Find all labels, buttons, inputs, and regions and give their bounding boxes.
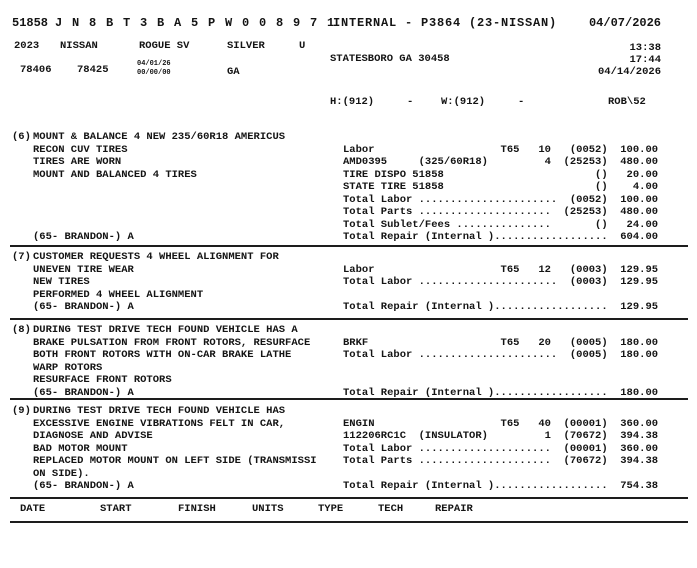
charge-line: Labor T65 12 (0003) 129.95 — [343, 263, 659, 276]
description-line: DURING TEST DRIVE TECH FOUND VEHICLE HAS A — [33, 324, 298, 336]
charge-line: Total Parts ..................... (25253) 480.00 — [343, 206, 659, 218]
section-charges — [343, 405, 658, 493]
section-divider — [10, 398, 688, 400]
section-charges — [343, 131, 658, 244]
phone-work-dash: - — [518, 96, 525, 108]
tech-line: (65- BRANDON-) A — [33, 480, 134, 492]
open-date: 04/07/2026 — [588, 16, 661, 30]
charge-line: AMD0395 (325/60R18) 4 (25253) 480.00 — [343, 156, 659, 168]
charge-line: ENGIN T65 40 (00001) 360.00 — [343, 417, 659, 430]
description-line: NEW TIRES — [33, 276, 90, 288]
description-line: DURING TEST DRIVE TECH FOUND VEHICLE HAS — [33, 405, 286, 417]
vehicle-color: SILVER — [227, 40, 265, 52]
charge-line — [343, 362, 658, 375]
footer-top-divider — [10, 497, 688, 499]
description-line: WARP ROTORS — [33, 361, 103, 374]
section-charges — [343, 324, 658, 399]
charge-line — [343, 468, 658, 481]
section-number: (6) — [12, 131, 31, 143]
charge-line: Total Labor ...................... (0005) 180.00 — [343, 349, 659, 361]
section-description — [33, 131, 285, 244]
footer-bottom-divider — [10, 521, 688, 523]
tech-line: (65- BRANDON-) A — [33, 386, 134, 399]
phone-home-label: H:(912) — [330, 96, 375, 108]
description-line: ON SIDE). — [33, 467, 90, 480]
total-repair-line: Total Repair (Internal ).................. 129.95 — [343, 301, 659, 313]
description-line — [33, 206, 285, 219]
charge-line: Total Labor ...................... (0003) 129.95 — [343, 276, 659, 288]
total-repair-line: Total Repair (Internal ).................. 754.38 — [343, 480, 659, 492]
description-line — [33, 181, 285, 194]
description-line — [33, 194, 285, 207]
description-line: MOUNT AND BALANCED 4 TIRES — [33, 168, 197, 181]
time-out: 17:44 — [629, 54, 661, 66]
col-header-repair: REPAIR — [435, 503, 473, 515]
description-line: DIAGNOSE AND ADVISE — [33, 430, 153, 442]
charge-line: Total Sublet/Fees ............... () 24.00 — [343, 218, 659, 231]
vehicle-make: NISSAN — [60, 40, 98, 52]
section-number: (7) — [12, 251, 31, 263]
charge-line: Total Labor ..................... (00001) 360.00 — [343, 442, 659, 455]
section-number: (9) — [12, 405, 31, 417]
phone-work-label: W:(912) — [441, 96, 486, 108]
charge-line: Total Parts ..................... (70672) 394.38 — [343, 455, 659, 467]
advisor-code: ROB\52 — [608, 96, 646, 108]
charge-line — [343, 405, 658, 418]
col-header-start: START — [100, 503, 132, 515]
document-type: INTERNAL - P3864 (23-NISSAN) — [333, 16, 558, 30]
charge-line: TIRE DISPO 51858 () 20.00 — [343, 168, 659, 181]
ro-number: 51858 — [12, 16, 49, 30]
charge-line — [343, 131, 658, 144]
tech-line: (65- BRANDON-) A — [33, 301, 134, 313]
mileage-out: 78425 — [77, 64, 109, 76]
total-repair-line: Total Repair (Internal ).................. 604.00 — [343, 231, 659, 243]
vehicle-year: 2023 — [14, 40, 40, 52]
col-header-type: TYPE — [318, 503, 344, 515]
charge-line: Labor T65 10 (0052) 100.00 — [343, 143, 659, 156]
section-divider — [10, 318, 688, 320]
service-date-small-2: 00/00/00 — [137, 69, 171, 77]
promised-date: 04/14/2026 — [597, 66, 661, 78]
col-header-units: UNITS — [252, 503, 284, 515]
description-line: REPLACED MOTOR MOUNT ON LEFT SIDE (TRANSMISSI — [33, 455, 317, 467]
section-description — [33, 405, 317, 493]
vehicle-state: GA — [227, 66, 240, 78]
description-line: UNEVEN TIRE WEAR — [33, 263, 134, 276]
charge-line: Total Labor ...................... (0052) 100.00 — [343, 193, 659, 206]
charge-line: BRKF T65 20 (0005) 180.00 — [343, 336, 659, 349]
col-header-finish: FINISH — [178, 503, 216, 515]
city-state-zip: STATESBORO GA 30458 — [330, 53, 450, 65]
charge-line — [343, 324, 658, 337]
description-line: BRAKE PULSATION FROM FRONT ROTORS, RESURFACE — [33, 336, 311, 349]
description-line: TIRES ARE WORN — [33, 156, 122, 168]
charge-line — [343, 251, 658, 264]
total-repair-line: Total Repair (Internal ).................. 180.00 — [343, 386, 659, 399]
charge-line — [343, 289, 658, 302]
vin: J N 8 B T 3 B A 5 P W 0 0 8 9 7 1 — [55, 16, 336, 30]
description-line: RESURFACE FRONT ROTORS — [33, 374, 172, 386]
charge-line: STATE TIRE 51858 () 4.00 — [343, 181, 659, 193]
phone-home-dash: - — [407, 96, 414, 108]
description-line — [33, 219, 285, 232]
section-description — [33, 251, 279, 314]
description-line: PERFORMED 4 WHEEL ALIGNMENT — [33, 288, 204, 301]
mileage-in: 78406 — [20, 64, 52, 76]
tech-line: (65- BRANDON-) A — [33, 231, 134, 243]
vehicle-model: ROGUE SV — [139, 40, 190, 52]
charge-line: 112206RC1C (INSULATOR) 1 (70672) 394.38 — [343, 430, 659, 442]
description-line: MOUNT & BALANCE 4 NEW 235/60R18 AMERICUS — [33, 131, 286, 143]
col-header-date: DATE — [20, 503, 46, 515]
col-header-tech: TECH — [378, 503, 404, 515]
description-line: BAD MOTOR MOUNT — [33, 442, 128, 455]
section-number: (8) — [12, 324, 31, 336]
description-line: EXCESSIVE ENGINE VIBRATIONS FELT IN CAR, — [33, 417, 286, 430]
service-date-small: 04/01/26 — [137, 60, 171, 68]
description-line: CUSTOMER REQUESTS 4 WHEEL ALIGNMENT FOR — [33, 251, 279, 263]
section-charges — [343, 251, 658, 314]
description-line: RECON CUV TIRES — [33, 143, 128, 156]
vehicle-flag: U — [299, 40, 306, 52]
time-in: 13:38 — [629, 42, 661, 54]
description-line: BOTH FRONT ROTORS WITH ON-CAR BRAKE LATHE — [33, 349, 292, 361]
section-description — [33, 324, 310, 399]
charge-line — [343, 374, 658, 387]
section-divider — [10, 245, 688, 247]
